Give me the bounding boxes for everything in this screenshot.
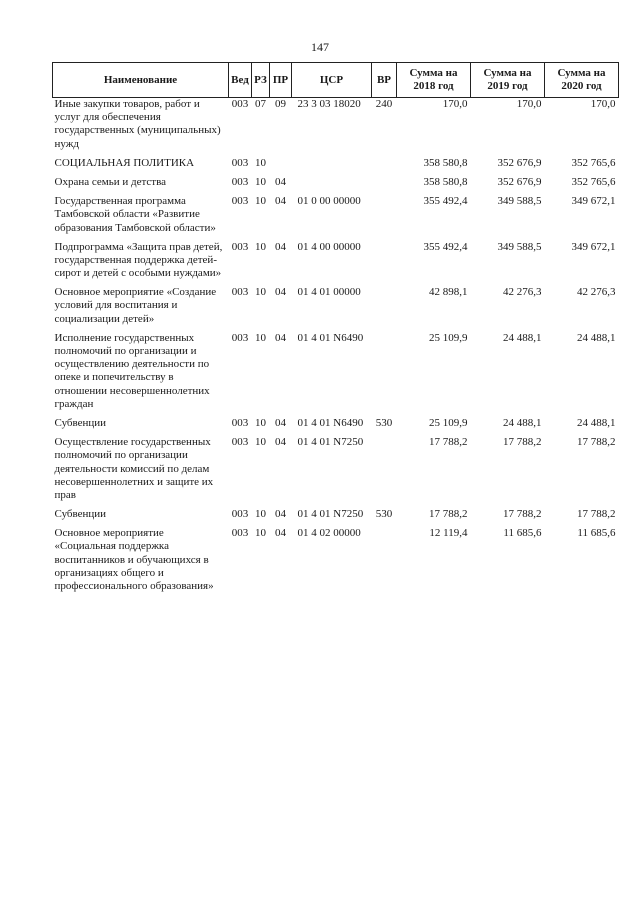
row-ved: 003	[231, 508, 249, 521]
row-ved: 003	[231, 331, 249, 344]
row-rz: 10	[255, 436, 266, 449]
row-name: Осуществление государственных полномочий по организации деятельности комиссий по делам несовершеннолетних и защите их прав	[54, 436, 214, 501]
row-csr: 23 3 03 18020	[297, 98, 361, 110]
row-sum-2019: 42 276,3	[503, 286, 542, 299]
table-row	[53, 417, 619, 430]
row-rz: 10	[255, 156, 266, 169]
row-sum-2018: 170,0	[442, 98, 468, 110]
row-sum-2019: 17 788,2	[503, 508, 542, 521]
table-row	[53, 157, 619, 170]
table-row	[53, 286, 619, 326]
row-sum-2020: 349 672,1	[571, 240, 616, 253]
row-sum-2018: 17 788,2	[429, 508, 468, 521]
table-row	[53, 241, 619, 281]
row-pr: 04	[275, 286, 286, 299]
row-csr: 01 4 01 00000	[297, 286, 361, 299]
row-sum-2019: 170,0	[516, 98, 542, 110]
row-sum-2018: 17 788,2	[429, 436, 468, 449]
row-name: Исполнение государственных полномочий по организации и осуществлению деятельности по опеке и попечительству в отношении несовершеннолетних граждан	[54, 331, 210, 410]
row-vr: 530	[375, 416, 393, 429]
row-vr	[372, 195, 397, 235]
row-sum-2018: 12 119,4	[429, 527, 468, 540]
row-sum-2018: 42 898,1	[429, 286, 468, 299]
row-rz: 10	[255, 416, 266, 429]
row-pr: 04	[275, 508, 286, 521]
row-vr	[372, 176, 397, 189]
row-sum-2019: 24 488,1	[503, 416, 542, 429]
row-csr	[292, 157, 372, 170]
table-row	[53, 527, 619, 593]
row-sum-2020: 24 488,1	[577, 331, 616, 344]
row-pr: 04	[275, 240, 286, 253]
table-row	[53, 98, 619, 151]
row-pr: 04	[275, 331, 286, 344]
header-pr: ПР	[270, 63, 292, 98]
header-vr: ВР	[372, 63, 397, 98]
row-name: Субвенции	[54, 416, 107, 429]
row-vr	[372, 436, 397, 502]
row-sum-2019: 349 588,5	[497, 195, 542, 208]
row-csr: 01 4 01 N7250	[297, 436, 364, 449]
row-name: Субвенции	[54, 508, 107, 521]
row-sum-2020: 24 488,1	[577, 416, 616, 429]
header-ved: Вед	[229, 63, 252, 98]
row-sum-2020: 349 672,1	[571, 195, 616, 208]
row-rz: 07	[255, 98, 266, 110]
row-name: Основное мероприятие «Социальная поддержка воспитанников и обучающихся в организациях общего и профессионального образования»	[54, 527, 214, 592]
row-sum-2018: 25 109,9	[429, 331, 468, 344]
header-csr: ЦСР	[292, 63, 372, 98]
table-row	[53, 508, 619, 521]
page-number: 147	[311, 40, 329, 54]
row-pr: 04	[275, 436, 286, 449]
row-csr: 01 0 00 00000	[297, 195, 361, 208]
row-ved: 003	[231, 527, 249, 540]
header-sum-2020: Сумма на 2020 год	[545, 63, 619, 98]
row-rz: 10	[255, 331, 266, 344]
row-pr: 09	[275, 98, 286, 110]
row-csr: 01 4 02 00000	[297, 527, 361, 540]
table-row	[53, 195, 619, 235]
header-sum-2018: Сумма на 2018 год	[397, 63, 471, 98]
row-vr	[372, 286, 397, 326]
row-name: Основное мероприятие «Создание условий для воспитания и социализации детей»	[54, 286, 217, 325]
row-sum-2020: 352 765,6	[571, 175, 616, 188]
header-rz: РЗ	[252, 63, 270, 98]
row-rz: 10	[255, 240, 266, 253]
row-rz: 10	[255, 508, 266, 521]
table-row	[53, 176, 619, 189]
row-pr	[270, 157, 292, 170]
row-csr: 01 4 01 N6490	[297, 331, 364, 344]
row-sum-2018: 355 492,4	[423, 240, 468, 253]
row-vr	[372, 332, 397, 411]
row-csr: 01 4 01 N6490	[297, 416, 364, 429]
row-vr	[372, 157, 397, 170]
row-ved: 003	[231, 175, 249, 188]
row-vr: 530	[375, 508, 393, 521]
row-sum-2020: 352 765,6	[571, 156, 616, 169]
row-ved: 003	[231, 436, 249, 449]
row-ved: 003	[231, 156, 249, 169]
row-pr: 04	[275, 175, 286, 188]
row-name: Охрана семьи и детства	[54, 175, 167, 188]
row-rz: 10	[255, 195, 266, 208]
row-pr: 04	[275, 416, 286, 429]
row-sum-2019: 352 676,9	[497, 156, 542, 169]
row-sum-2018: 358 580,8	[423, 156, 468, 169]
row-name: Подпрограмма «Защита прав детей, государственная поддержка детей-сирот и детей с особыми нуждами»	[54, 240, 223, 280]
row-sum-2019: 11 685,6	[503, 527, 542, 540]
table-row	[53, 436, 619, 502]
row-sum-2020: 11 685,6	[577, 527, 616, 540]
header-sum-2019: Сумма на 2019 год	[471, 63, 545, 98]
row-sum-2020: 17 788,2	[577, 508, 616, 521]
row-vr: 240	[375, 98, 393, 110]
table-header-row	[53, 63, 619, 98]
row-name: СОЦИАЛЬНАЯ ПОЛИТИКА	[54, 156, 195, 169]
row-ved: 003	[231, 195, 249, 208]
row-sum-2020: 170,0	[590, 98, 616, 110]
row-ved: 003	[231, 416, 249, 429]
row-pr: 04	[275, 527, 286, 540]
row-rz: 10	[255, 175, 266, 188]
row-sum-2019: 349 588,5	[497, 240, 542, 253]
row-sum-2018: 358 580,8	[423, 175, 468, 188]
row-sum-2018: 25 109,9	[429, 416, 468, 429]
table-row	[53, 332, 619, 411]
row-sum-2018: 355 492,4	[423, 195, 468, 208]
row-name: Государственная программа Тамбовской области «Развитие образования Тамбовской области»	[54, 195, 216, 234]
header-name: Наименование	[53, 63, 229, 98]
row-ved: 003	[231, 98, 249, 110]
row-vr	[372, 241, 397, 281]
row-ved: 003	[231, 286, 249, 299]
row-sum-2020: 42 276,3	[577, 286, 616, 299]
budget-table	[52, 62, 619, 593]
row-csr: 01 4 01 N7250	[297, 508, 364, 521]
row-name: Иные закупки товаров, работ и услуг для обеспечения государственных (муниципальных) нужд	[54, 98, 221, 150]
row-sum-2020: 17 788,2	[577, 436, 616, 449]
row-sum-2019: 24 488,1	[503, 331, 542, 344]
row-vr	[372, 527, 397, 593]
row-rz: 10	[255, 527, 266, 540]
table-body	[53, 98, 619, 594]
row-rz: 10	[255, 286, 266, 299]
row-pr: 04	[275, 195, 286, 208]
row-csr: 01 4 00 00000	[297, 240, 361, 253]
row-sum-2019: 352 676,9	[497, 175, 542, 188]
row-csr	[292, 176, 372, 189]
row-ved: 003	[231, 240, 249, 253]
row-sum-2019: 17 788,2	[503, 436, 542, 449]
